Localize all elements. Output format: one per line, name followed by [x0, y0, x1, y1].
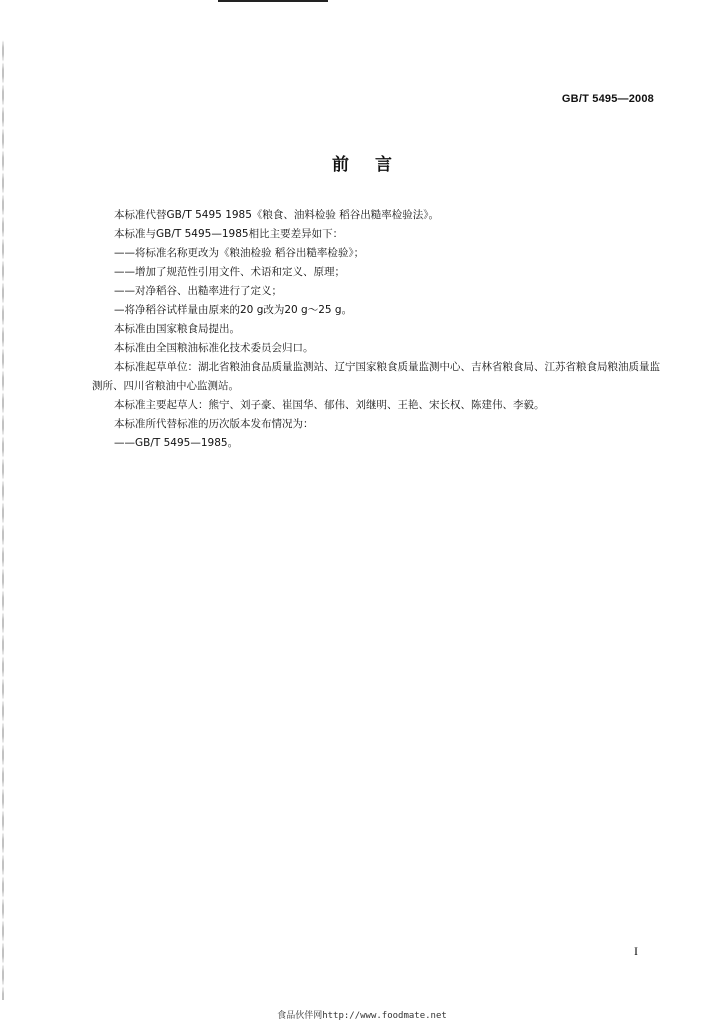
- standard-number: GB/T 5495—2008: [561, 93, 654, 105]
- paragraph-managed-by: 本标准由全国粮油标准化技术委员会归口。: [114, 342, 314, 354]
- list-item-previous-edition: ——GB/T 5495—1985。: [114, 437, 239, 449]
- paragraph-proposed-by: 本标准由国家粮食局提出。: [114, 323, 240, 335]
- page-title: 前言: [332, 155, 418, 175]
- paragraph-differences-intro: 本标准与GB/T 5495—1985相比主要差异如下：: [114, 228, 344, 240]
- page-number: I: [634, 944, 638, 958]
- paragraph-previous-editions: 本标准所代替标准的历次版本发布情况为：: [114, 418, 314, 430]
- footer-watermark: 食品伙伴网http://www.foodmate.net: [277, 1011, 447, 1021]
- list-item-sample-size: —将净稻谷试样量由原来的20 g改为20 g～25 g。: [114, 304, 353, 316]
- foreword-body: [92, 206, 660, 453]
- top-rule: [218, 0, 328, 2]
- paragraph-drafting-units: 本标准起草单位：湖北省粮油食品质量监测站、辽宁国家粮食质量监测中心、吉林省粮食局、江苏省粮食局粮油质量监测所、四川省粮油中心监测站。: [92, 361, 660, 392]
- binding-margin-dots: [2, 40, 4, 1000]
- list-item-rename: ——将标准名称更改为《粮油检验 稻谷出糙率检验》；: [114, 247, 365, 259]
- paragraph-drafters: 本标准主要起草人：熊宁、刘子豪、崔国华、郁伟、刘继明、王艳、宋长权、陈建伟、李毅。: [114, 399, 545, 411]
- list-item-definitions: ——对净稻谷、出糙率进行了定义；: [114, 285, 282, 297]
- list-item-added-sections: ——增加了规范性引用文件、术语和定义、原理；: [114, 266, 345, 278]
- paragraph-replaces: 本标准代替GB/T 5495 1985《粮食、油料检验 稻谷出糙率检验法》。: [114, 209, 439, 221]
